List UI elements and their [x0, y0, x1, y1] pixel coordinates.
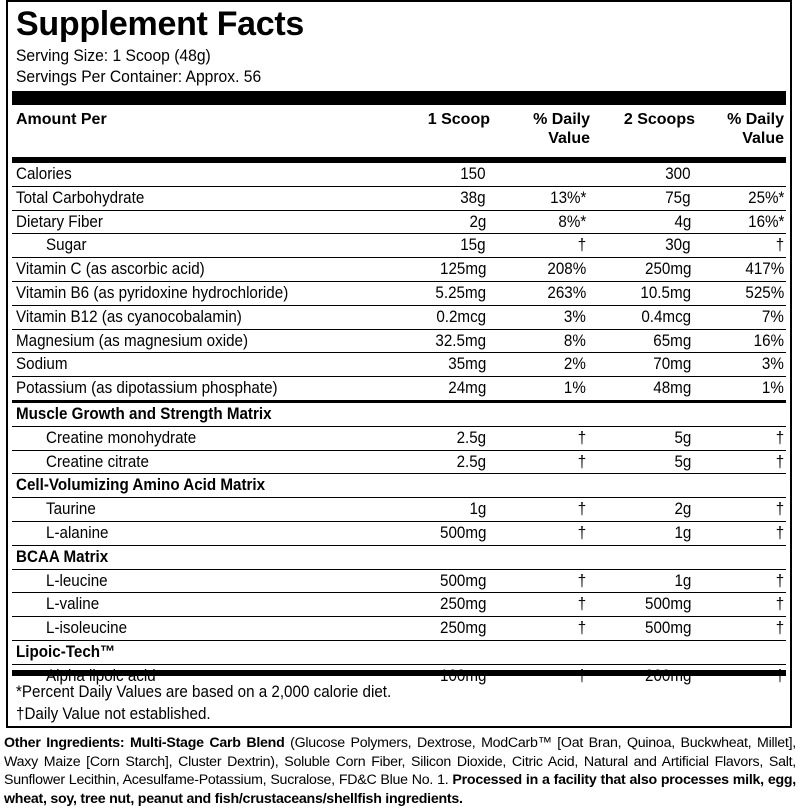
nutrient-name: Dietary Fiber	[16, 212, 103, 231]
footnote-dagger: †Daily Value not established.	[16, 705, 211, 723]
amount-1-scoop: 24mg	[448, 379, 486, 398]
nutrient-row	[12, 497, 786, 521]
amount-2-scoops: 10.5mg	[640, 283, 691, 302]
daily-value-2-scoops: 25%*	[747, 188, 784, 207]
carb-blend-name: Multi-Stage Carb Blend	[130, 735, 285, 751]
daily-value-1-scoop: 1%	[564, 379, 586, 398]
amount-1-scoop: 35mg	[448, 355, 486, 374]
daily-value-2-scoops: 417%	[745, 260, 784, 279]
amount-1-scoop: 500mg	[439, 523, 486, 542]
nutrient-name: Taurine	[46, 500, 96, 519]
amount-1-scoop: 2g	[469, 212, 486, 231]
nutrient-name: Sugar	[46, 236, 87, 255]
allergen-statement: Processed in a facility that also processes milk, egg, wheat, soy, tree nut, peanut and fish/crustaceans/shellfish ingredients.	[4, 772, 796, 807]
nutrient-row	[12, 521, 786, 545]
nutrient-name: Creatine monohydrate	[46, 428, 197, 447]
daily-value-1-scoop: †	[577, 428, 586, 447]
amount-1-scoop: 5.25mg	[435, 283, 486, 302]
amount-1-scoop: 2.5g	[456, 452, 486, 471]
nutrient-row	[12, 569, 786, 593]
section-title: Muscle Growth and Strength Matrix	[16, 404, 272, 423]
amount-1-scoop: 125mg	[439, 260, 486, 279]
thick-divider-top	[12, 91, 786, 105]
amount-2-scoops: 4g	[674, 212, 691, 231]
daily-value-2-scoops: †	[775, 500, 784, 519]
nutrient-name: L-leucine	[46, 571, 108, 590]
daily-value-1-scoop: 2%	[564, 355, 586, 374]
amount-1-scoop: 250mg	[439, 619, 486, 638]
amount-1-scoop: 1g	[469, 500, 486, 519]
nutrient-name: Vitamin C (as ascorbic acid)	[16, 260, 205, 279]
amount-2-scoops: 65mg	[653, 331, 691, 350]
daily-value-1-scoop: 13%*	[549, 188, 586, 207]
amount-2-scoops: 30g	[665, 236, 691, 255]
section-header-row	[12, 640, 786, 664]
amount-2-scoops: 1g	[674, 523, 691, 542]
daily-value-1-scoop: †	[577, 619, 586, 638]
daily-value-2-scoops: 3%	[762, 355, 784, 374]
nutrient-row	[12, 329, 786, 353]
daily-value-2-scoops: 16%	[753, 331, 784, 350]
panel-title: Supplement Facts	[16, 5, 305, 43]
supplement-facts-panel	[6, 0, 792, 728]
amount-2-scoops: 75g	[665, 188, 691, 207]
nutrient-name: Calories	[16, 165, 72, 183]
daily-value-2-scoops: 7%	[762, 307, 784, 326]
other-ingredients	[4, 734, 796, 808]
amount-1-scoop: 0.2mcg	[436, 307, 486, 326]
header-2-scoops: 2 Scoops	[623, 111, 695, 128]
daily-value-1-scoop: †	[577, 236, 586, 255]
nutrient-name: Vitamin B12 (as cyanocobalamin)	[16, 307, 242, 326]
amount-2-scoops: 5g	[674, 452, 691, 471]
daily-value-2-scoops: 525%	[745, 283, 784, 302]
nutrient-name: Magnesium (as magnesium oxide)	[16, 331, 249, 350]
header-daily-value-1	[533, 110, 590, 148]
amount-1-scoop: 500mg	[439, 571, 486, 590]
header-daily-value-2	[727, 110, 784, 148]
amount-1-scoop: 15g	[460, 236, 486, 255]
daily-value-1-scoop: 8%	[564, 331, 586, 350]
amount-1-scoop: 150	[460, 165, 486, 183]
amount-1-scoop: 2.5g	[456, 428, 486, 447]
nutrient-name: Sodium	[16, 355, 68, 374]
section-header-row	[12, 545, 786, 569]
nutrient-row	[12, 257, 786, 281]
header-1-scoop: 1 Scoop	[427, 111, 490, 128]
daily-value-1-scoop: †	[577, 595, 586, 614]
header-daily-value-2-line2: Value	[742, 130, 784, 147]
header-daily-value-1-line1: % Daily	[533, 111, 590, 128]
amount-2-scoops: 300	[665, 165, 691, 183]
nutrient-name: Creatine citrate	[46, 452, 149, 471]
nutrient-name: Vitamin B6 (as pyridoxine hydrochloride)	[16, 283, 289, 302]
nutrient-row	[12, 305, 786, 329]
nutrient-table	[12, 163, 786, 688]
daily-value-2-scoops: †	[775, 595, 784, 614]
amount-2-scoops: 250mg	[644, 260, 691, 279]
daily-value-1-scoop: 263%	[547, 283, 586, 302]
thick-divider-bottom	[12, 670, 786, 676]
daily-value-1-scoop: †	[577, 452, 586, 471]
nutrient-name: L-isoleucine	[46, 619, 128, 638]
nutrient-row	[12, 281, 786, 305]
daily-value-2-scoops: †	[775, 619, 784, 638]
amount-2-scoops: 1g	[674, 571, 691, 590]
amount-2-scoops: 48mg	[653, 379, 691, 398]
amount-1-scoop: 38g	[460, 188, 486, 207]
footnote-percent-daily-value: *Percent Daily Values are based on a 2,000 calorie diet.	[16, 683, 392, 701]
amount-2-scoops: 500mg	[644, 619, 691, 638]
daily-value-2-scoops: †	[775, 571, 784, 590]
daily-value-2-scoops: †	[775, 523, 784, 542]
nutrient-row	[12, 210, 786, 234]
section-header-row	[12, 473, 786, 497]
nutrient-row	[12, 426, 786, 450]
nutrient-row	[12, 186, 786, 210]
nutrient-row	[12, 233, 786, 257]
amount-2-scoops: 70mg	[653, 355, 691, 374]
daily-value-1-scoop: 8%*	[558, 212, 586, 231]
daily-value-2-scoops: †	[775, 236, 784, 255]
nutrient-row	[12, 352, 786, 376]
serving-size: Serving Size: 1 Scoop (48g)	[16, 46, 211, 65]
ingredients-text: (Glucose Polymers, Dextrose, ModCarb™ [Oat Bran, Quinoa, Buckwheat, Millet], Waxy Maize [Corn Starch], Cluster Dextrin), Soluble Corn Fiber, Silicon Dioxide, Citric Acid, Natural and Artificial Flavors, Salt, Sunflower Lecithin, Acesulfame-Potassium, Sucralose, FD&C Blue No. 1.	[4, 735, 796, 788]
nutrient-row	[12, 616, 786, 640]
section-title: Lipoic-Tech™	[16, 642, 116, 661]
amount-1-scoop: 250mg	[439, 595, 486, 614]
daily-value-1-scoop: 3%	[564, 307, 586, 326]
amount-1-scoop: 32.5mg	[435, 331, 486, 350]
nutrient-row	[12, 592, 786, 616]
amount-2-scoops: 5g	[674, 428, 691, 447]
nutrient-row	[12, 163, 786, 186]
header-daily-value-2-line1: % Daily	[727, 111, 784, 128]
other-ingredients-label: Other Ingredients:	[4, 735, 125, 751]
daily-value-1-scoop: †	[577, 523, 586, 542]
amount-2-scoops: 500mg	[644, 595, 691, 614]
daily-value-2-scoops: 1%	[762, 379, 784, 398]
section-title: Cell-Volumizing Amino Acid Matrix	[16, 476, 266, 495]
nutrient-name: Total Carbohydrate	[16, 188, 145, 207]
daily-value-1-scoop: †	[577, 500, 586, 519]
daily-value-2-scoops: †	[775, 428, 784, 447]
section-header-row	[12, 400, 786, 426]
daily-value-2-scoops: †	[775, 452, 784, 471]
daily-value-1-scoop: †	[577, 571, 586, 590]
daily-value-1-scoop: 208%	[547, 260, 586, 279]
amount-2-scoops: 2g	[674, 500, 691, 519]
nutrient-row	[12, 376, 786, 400]
header-amount-per: Amount Per	[16, 111, 107, 128]
nutrient-name: L-alanine	[46, 523, 109, 542]
servings-per-container: Servings Per Container: Approx. 56	[16, 67, 262, 86]
amount-2-scoops: 0.4mcg	[641, 307, 691, 326]
daily-value-2-scoops: 16%*	[747, 212, 784, 231]
nutrient-name: Potassium (as dipotassium phosphate)	[16, 379, 278, 398]
nutrient-name: L-valine	[46, 595, 100, 614]
header-daily-value-1-line2: Value	[548, 130, 590, 147]
nutrient-row	[12, 450, 786, 474]
section-title: BCAA Matrix	[16, 547, 109, 566]
